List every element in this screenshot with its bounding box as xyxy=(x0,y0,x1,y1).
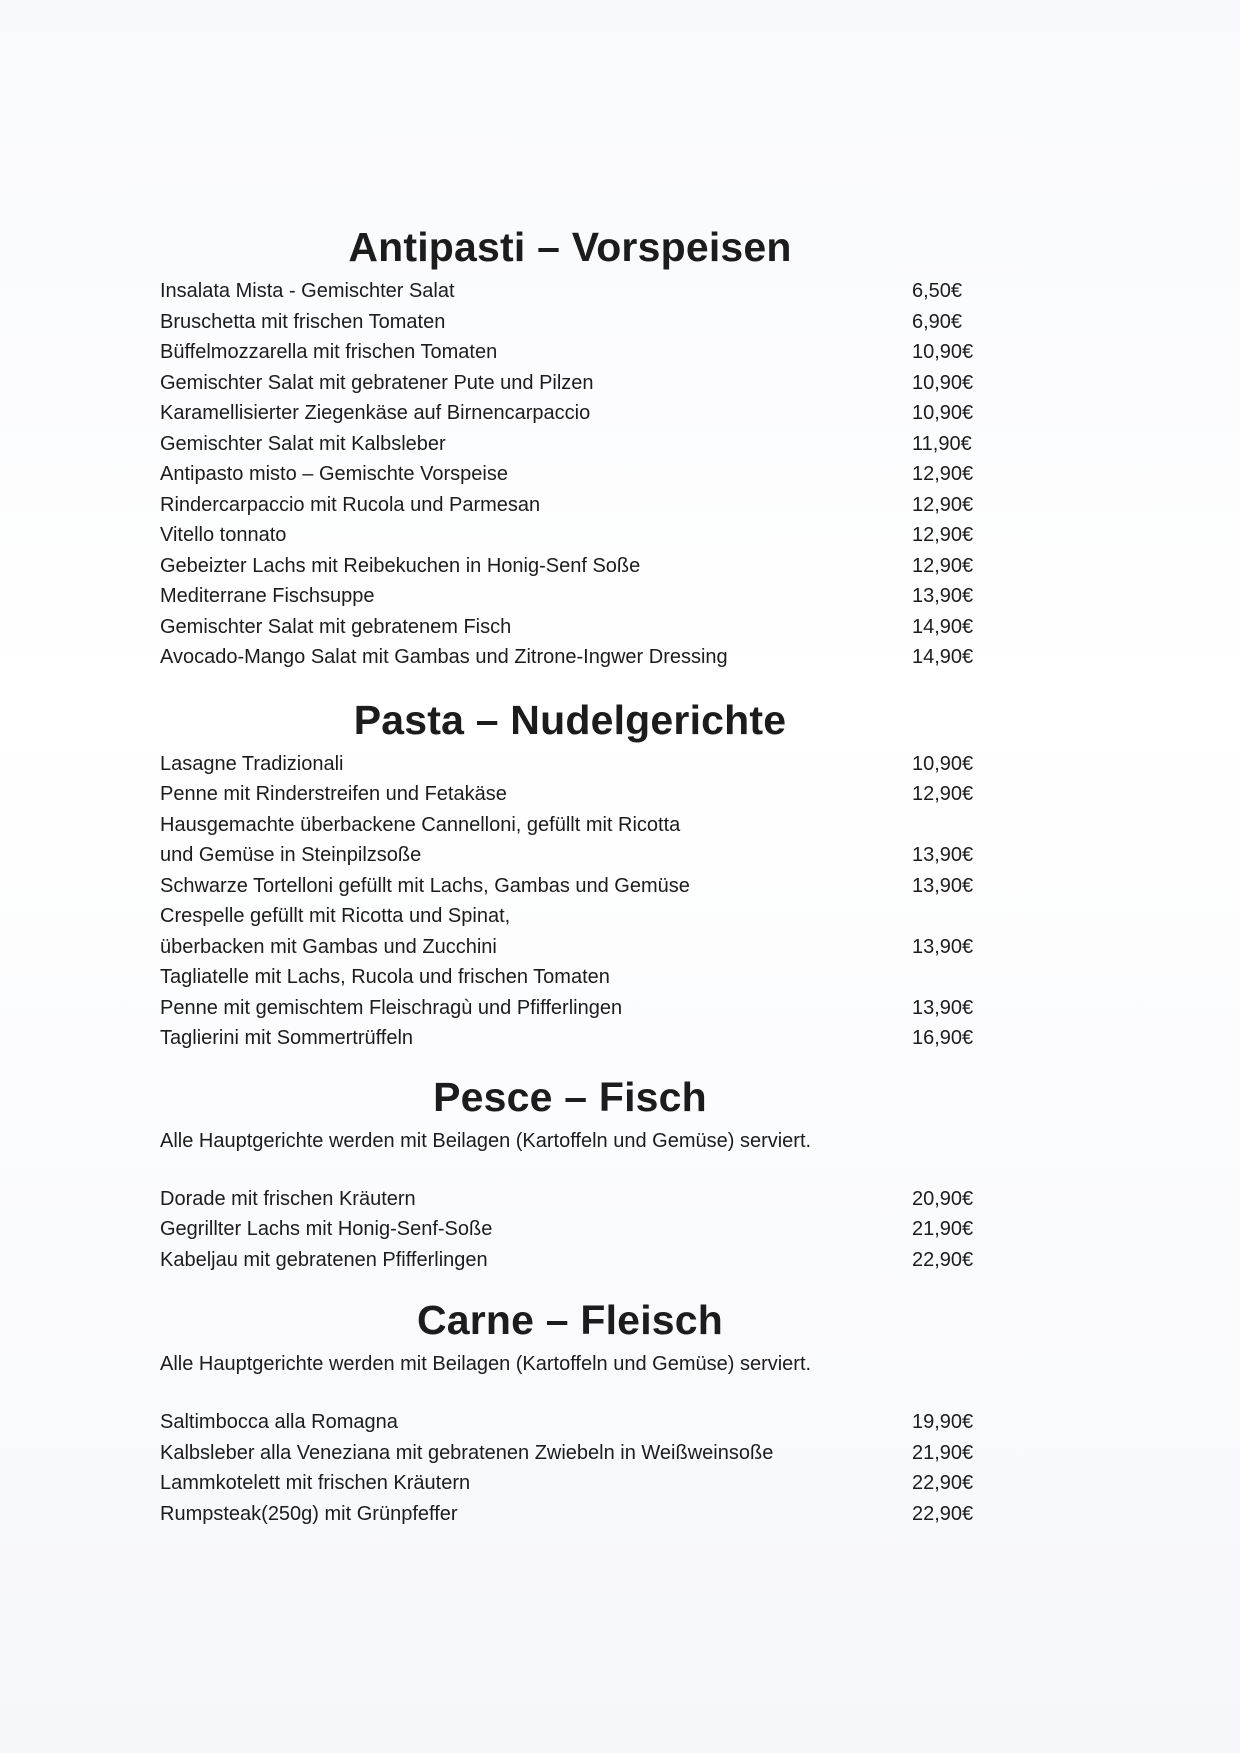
menu-item xyxy=(160,642,980,673)
item-name: Karamellisierter Ziegenkäse auf Birnencarpaccio xyxy=(160,402,591,424)
item-price: 20,90€ xyxy=(912,1187,974,1210)
item-name-line: Tagliatelle mit Lachs, Rucola und frischen Tomaten xyxy=(160,966,610,988)
section-note: Alle Hauptgerichte werden mit Beilagen (Kartoffeln und Gemüse) serviert. xyxy=(160,1353,812,1375)
item-name: Schwarze Tortelloni gefüllt mit Lachs, Gambas und Gemüse xyxy=(160,874,690,897)
item-name-line: und Gemüse in Steinpilzsoße xyxy=(160,844,422,866)
item-name-line: Penne mit gemischtem Fleischragù und Pfifferlingen xyxy=(160,996,623,1019)
menu-item xyxy=(160,368,980,399)
section-title: Carne – Fleisch xyxy=(416,1297,724,1343)
item-name: Rindercarpaccio mit Rucola und Parmesan xyxy=(160,493,541,516)
item-price: 10,90€ xyxy=(912,752,974,775)
menu-item xyxy=(160,962,980,1023)
item-name: Lammkotelett mit frischen Kräutern xyxy=(160,1472,471,1494)
item-price: 12,90€ xyxy=(912,463,974,485)
menu-item xyxy=(160,1184,980,1215)
item-price: 13,90€ xyxy=(912,935,974,958)
item-price: 12,90€ xyxy=(912,554,974,577)
item-name-line: Crespelle gefüllt mit Ricotta und Spinat, xyxy=(160,905,511,927)
item-price: 21,90€ xyxy=(912,1218,974,1240)
item-name: Avocado-Mango Salat mit Gambas und Zitrone-Ingwer Dressing xyxy=(160,646,728,668)
menu-item xyxy=(160,1214,980,1245)
item-price: 14,90€ xyxy=(912,646,974,668)
menu-item xyxy=(160,810,980,871)
section-carne xyxy=(160,1291,980,1529)
menu-item xyxy=(160,520,980,551)
item-name xyxy=(160,810,912,871)
item-price: 16,90€ xyxy=(912,1027,974,1049)
section-note: Alle Hauptgerichte werden mit Beilagen (Kartoffeln und Gemüse) serviert. xyxy=(160,1129,812,1152)
item-name-line: Hausgemachte überbackene Cannelloni, gefüllt mit Ricotta xyxy=(160,813,681,836)
item-price: 19,90€ xyxy=(912,1411,974,1433)
item-name: Gemischter Salat mit gebratenem Fisch xyxy=(160,615,512,638)
menu-item xyxy=(160,337,980,368)
item-price: 10,90€ xyxy=(912,341,974,363)
item-price: 6,90€ xyxy=(912,310,963,333)
menu-content xyxy=(160,218,980,1529)
item-price: 12,90€ xyxy=(912,493,974,516)
item-name: Lasagne Tradizionali xyxy=(160,752,344,775)
item-name: Rumpsteak(250g) mit Grünpfeffer xyxy=(160,1502,458,1525)
section-title: Pesce – Fisch xyxy=(433,1073,707,1120)
item-price: 12,90€ xyxy=(912,524,974,546)
menu-item xyxy=(160,276,980,307)
item-price: 13,90€ xyxy=(912,874,974,897)
item-name: Kabeljau mit gebratenen Pfifferlingen xyxy=(160,1248,488,1271)
item-name: Gemischter Salat mit Kalbsleber xyxy=(160,432,446,455)
item-name: Vitello tonnato xyxy=(160,524,287,546)
item-price: 6,50€ xyxy=(912,280,963,302)
item-price: 14,90€ xyxy=(912,615,974,638)
menu-item xyxy=(160,581,980,612)
item-name: Saltimbocca alla Romagna xyxy=(160,1411,398,1433)
menu-item xyxy=(160,459,980,490)
menu-item xyxy=(160,551,980,582)
item-price: 12,90€ xyxy=(912,783,974,805)
item-list xyxy=(160,749,980,1054)
item-price: 13,90€ xyxy=(912,585,974,607)
item-name: Dorade mit frischen Kräutern xyxy=(160,1187,416,1210)
item-name: Büffelmozzarella mit frischen Tomaten xyxy=(160,341,498,363)
menu-item xyxy=(160,612,980,643)
item-name: Kalbsleber alla Veneziana mit gebratenen Zwiebeln in Weißweinsoße xyxy=(160,1441,774,1464)
item-name xyxy=(160,962,912,1023)
menu-item xyxy=(160,1245,980,1276)
section-title: Pasta – Nudelgerichte xyxy=(353,696,787,743)
menu-item xyxy=(160,901,980,962)
section-title: Antipasti – Vorspeisen xyxy=(348,224,792,270)
section-pesce xyxy=(160,1068,980,1276)
item-list xyxy=(160,1407,980,1529)
section-antipasti xyxy=(160,218,980,673)
menu-item xyxy=(160,429,980,460)
item-list xyxy=(160,276,980,673)
menu-item xyxy=(160,871,980,902)
item-name: Insalata Mista - Gemischter Salat xyxy=(160,280,455,302)
menu-item xyxy=(160,1023,980,1054)
item-price: 22,90€ xyxy=(912,1248,974,1271)
item-price: 11,90€ xyxy=(912,432,972,455)
menu-item xyxy=(160,307,980,338)
section-pasta xyxy=(160,691,980,1054)
item-name: Mediterrane Fischsuppe xyxy=(160,585,375,607)
item-price: 13,90€ xyxy=(912,844,974,866)
menu-item xyxy=(160,398,980,429)
item-name xyxy=(160,901,912,962)
menu-item xyxy=(160,1407,980,1438)
menu-item xyxy=(160,1438,980,1469)
menu-item xyxy=(160,490,980,521)
menu-item xyxy=(160,1499,980,1530)
item-name: Gebeizter Lachs mit Reibekuchen in Honig-Senf Soße xyxy=(160,554,641,577)
item-name: Taglierini mit Sommertrüffeln xyxy=(160,1027,414,1049)
item-list xyxy=(160,1184,980,1276)
item-price: 10,90€ xyxy=(912,371,974,394)
item-price: 10,90€ xyxy=(912,402,974,424)
menu-item xyxy=(160,749,980,780)
item-name: Penne mit Rinderstreifen und Fetakäse xyxy=(160,783,507,805)
item-price: 22,90€ xyxy=(912,1502,974,1525)
menu-item xyxy=(160,1468,980,1499)
item-price: 22,90€ xyxy=(912,1472,974,1494)
item-name: Gegrillter Lachs mit Honig-Senf-Soße xyxy=(160,1218,493,1240)
item-name-line: überbacken mit Gambas und Zucchini xyxy=(160,935,497,958)
item-price: 21,90€ xyxy=(912,1441,974,1464)
item-name: Gemischter Salat mit gebratener Pute und Pilzen xyxy=(160,371,594,394)
item-price: 13,90€ xyxy=(912,996,974,1019)
item-name: Antipasto misto – Gemischte Vorspeise xyxy=(160,463,508,485)
item-name: Bruschetta mit frischen Tomaten xyxy=(160,310,446,333)
menu-item xyxy=(160,779,980,810)
